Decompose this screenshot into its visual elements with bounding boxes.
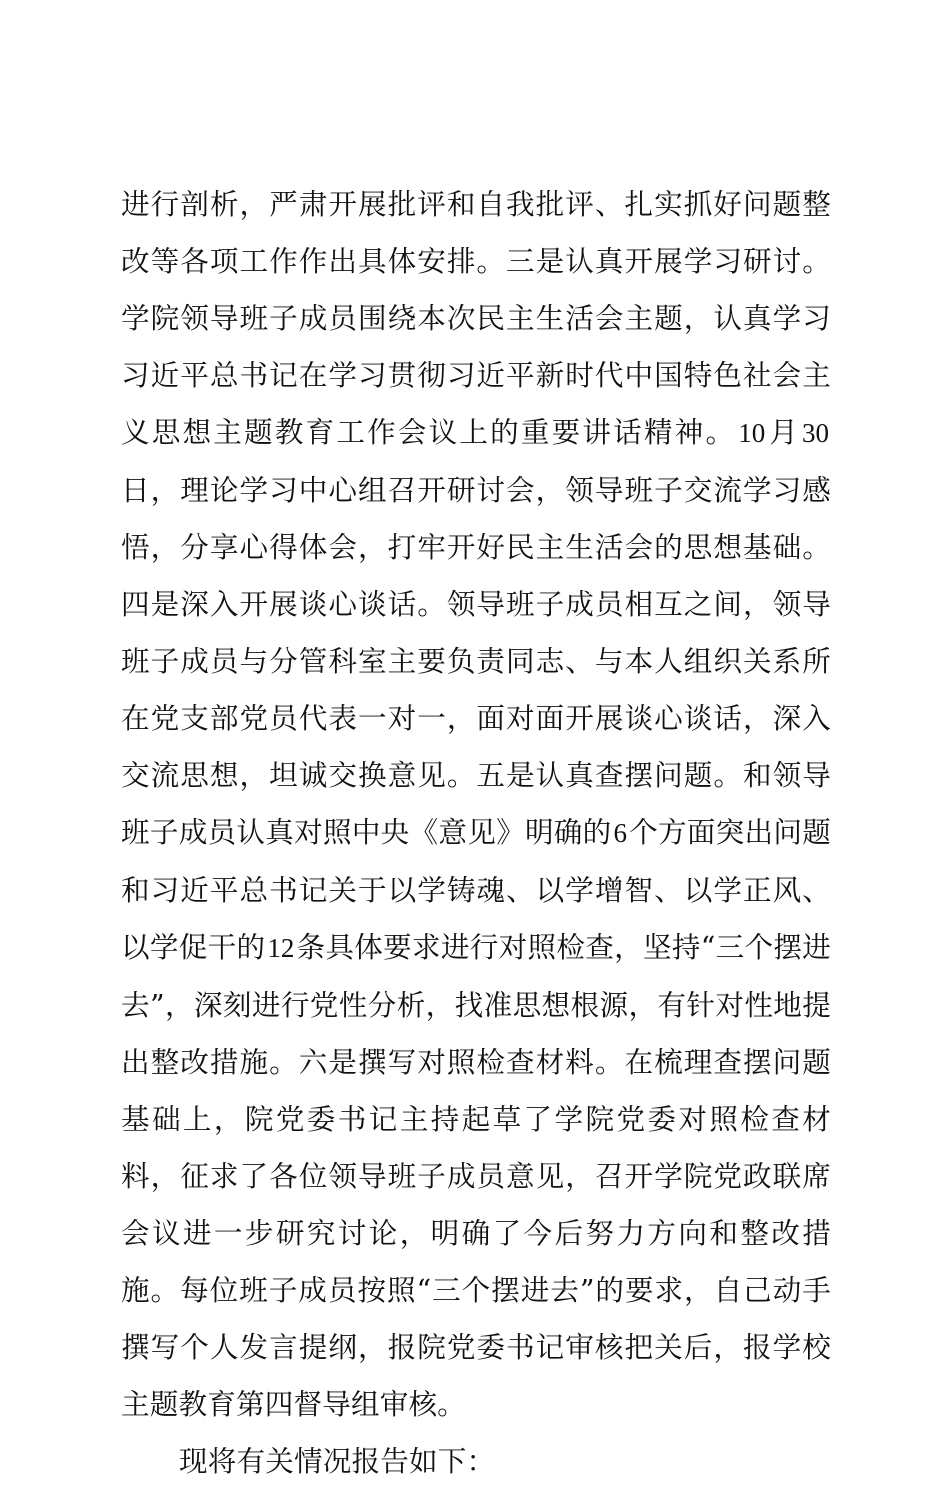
body-paragraph-continuation: 进行剖析，严肃开展批评和自我批评、扎实抓好问题整改等各项工作作出具体安排。三是认真开展学习研讨。学院领导班子成员围绕本次民主生活会主题，认真学习习近平总书记在学习贯彻习近平新时代中国特色社会主义思想主题教育工作会议上的重要讲话精神。10月30日，理论学习中心组召开研讨会，领导班子交流学习感悟，分享心得体会，打牢开好民主生活会的思想基础。四是深入开展谈心谈话。领导班子成员相互之间，领导班子成员与分管科室主要负责同志、与本人组织关系所在党支部党员代表一对一，面对面开展谈心谈话，深入交流思想，坦诚交换意见。五是认真查摆问题。和领导班子成员认真对照中央《意见》明确的6个方面突出问题和习近平总书记关于以学铸魂、以学增智、以学正风、以学促干的12条具体要求进行对照检查，坚持“三个摆进去”，深刻进行党性分析，找准思想根源，有针对性地提出整改措施。六是撰写对照检查材料。在梳理查摆问题基础上，院党委书记主持起草了学院党委对照检查材料，征求了各位领导班子成员意见，召开学院党政联席会议进一步研究讨论，明确了今后努力方向和整改措施。每位班子成员按照“三个摆进去”的要求，自己动手撰写个人发言提纲，报院党委书记审核把关后，报学校主题教育第四督导组审核。 [121, 187, 831, 1421]
body-paragraph-closing: 现将有关情况报告如下： [179, 1444, 496, 1478]
document-body [121, 176, 831, 1490]
